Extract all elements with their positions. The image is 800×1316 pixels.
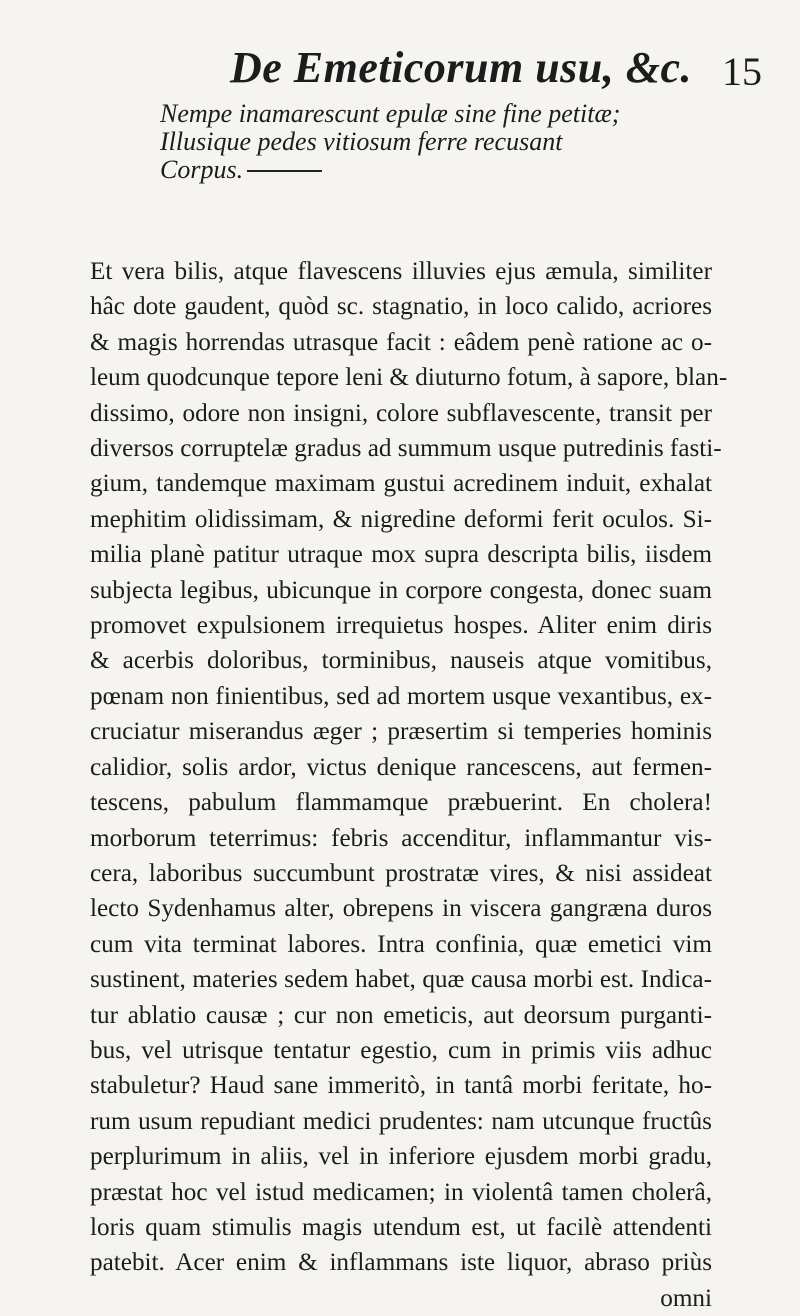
text-line: gium, tandemque maximam gustui acredinem induit, exhalat [90,470,712,498]
text-line: cum vita terminat labores. Intra confinia, quæ emetici vim [90,930,712,958]
verse-line-last [160,156,700,184]
page-number: 15 [722,49,762,94]
text-line: hâc dote gaudent, quòd sc. stagnatio, in loco calido, acriores [90,293,712,321]
verse-quotation [160,100,700,184]
text-line: bus, vel utrisque tentatur egestio, cum in primis viis adhuc [90,1036,712,1064]
verse-end-rule [247,170,322,172]
verse-line: Illusique pedes vitiosum ferre recusant [160,127,563,156]
text-line: calidior, solis ardor, victus denique rancescens, aut fermen- [90,753,712,781]
text-line: morborum teterrimus: febris accenditur, inflammantur vis- [90,824,712,852]
text-line: præstat hoc vel istud medicamen; in violentâ tamen cholerâ, [90,1178,712,1206]
text-line: & magis horrendas utrasque facit : eâdem penè ratione ac o- [90,328,712,356]
verse-line-text: Corpus. [160,155,244,184]
text-line: dissimo, odore non insigni, colore subflavescente, transit per [90,399,712,427]
text-line: pœnam non finientibus, sed ad mortem usque vexantibus, ex- [90,682,712,710]
body-paragraph [90,254,728,1316]
text-line: promovet expulsionem irrequietus hospes. Aliter enim diris [90,612,712,640]
text-line: leum quodcunque tepore leni & diuturno fotum, à sapore, blan- [90,364,728,392]
text-line: stabuletur? Haud sane immeritò, in tantâ morbi feritate, ho- [90,1072,712,1100]
text-line: sustinent, materies sedem habet, quæ causa morbi est. Indica- [90,966,712,994]
running-head [0,28,800,98]
text-line: Et vera bilis, atque flavescens illuvies ejus æmula, similiter [90,258,712,285]
text-line: loris quam stimulis magis utendum est, ut facilè attendenti [90,1213,712,1241]
text-line: & acerbis doloribus, torminibus, nauseis atque vomitibus, [90,647,712,675]
text-line: cruciatur miserandus æger ; præsertim si temperies hominis [90,718,712,746]
verse-line: Nempe inamarescunt epulæ sine fine petitæ; [160,99,621,128]
text-line: tescens, pabulum flammamque præbuerint. En cholera! [90,789,712,817]
text-line: rum usum repudiant medici prudentes: nam utcunque fructûs [90,1107,712,1135]
text-line: diversos corruptelæ gradus ad summum usque putredinis fasti- [90,435,722,463]
text-line: cera, laboribus succumbunt prostratæ vires, & nisi assideat [90,859,712,887]
text-line: patebit. Acer enim & inflammans iste liquor, abraso priùs [90,1249,712,1277]
text-line: mephitim olidissimam, & nigredine deformi ferit oculos. Si- [90,505,712,533]
running-title: De Emeticorum usu, &c. [230,43,693,92]
catchword: omni [660,1284,712,1312]
text-line: lecto Sydenhamus alter, obrepens in viscera gangræna duros [90,895,712,923]
text-line: subjecta legibus, ubicunque in corpore congesta, donec suam [90,576,712,604]
text-line: milia planè patitur utraque mox supra descripta bilis, iisdem [90,541,712,569]
text-line: perplurimum in aliis, vel in inferiore ejusdem morbi gradu, [90,1143,712,1171]
text-line: tur ablatio causæ ; cur non emeticis, aut deorsum purganti- [90,1001,712,1029]
